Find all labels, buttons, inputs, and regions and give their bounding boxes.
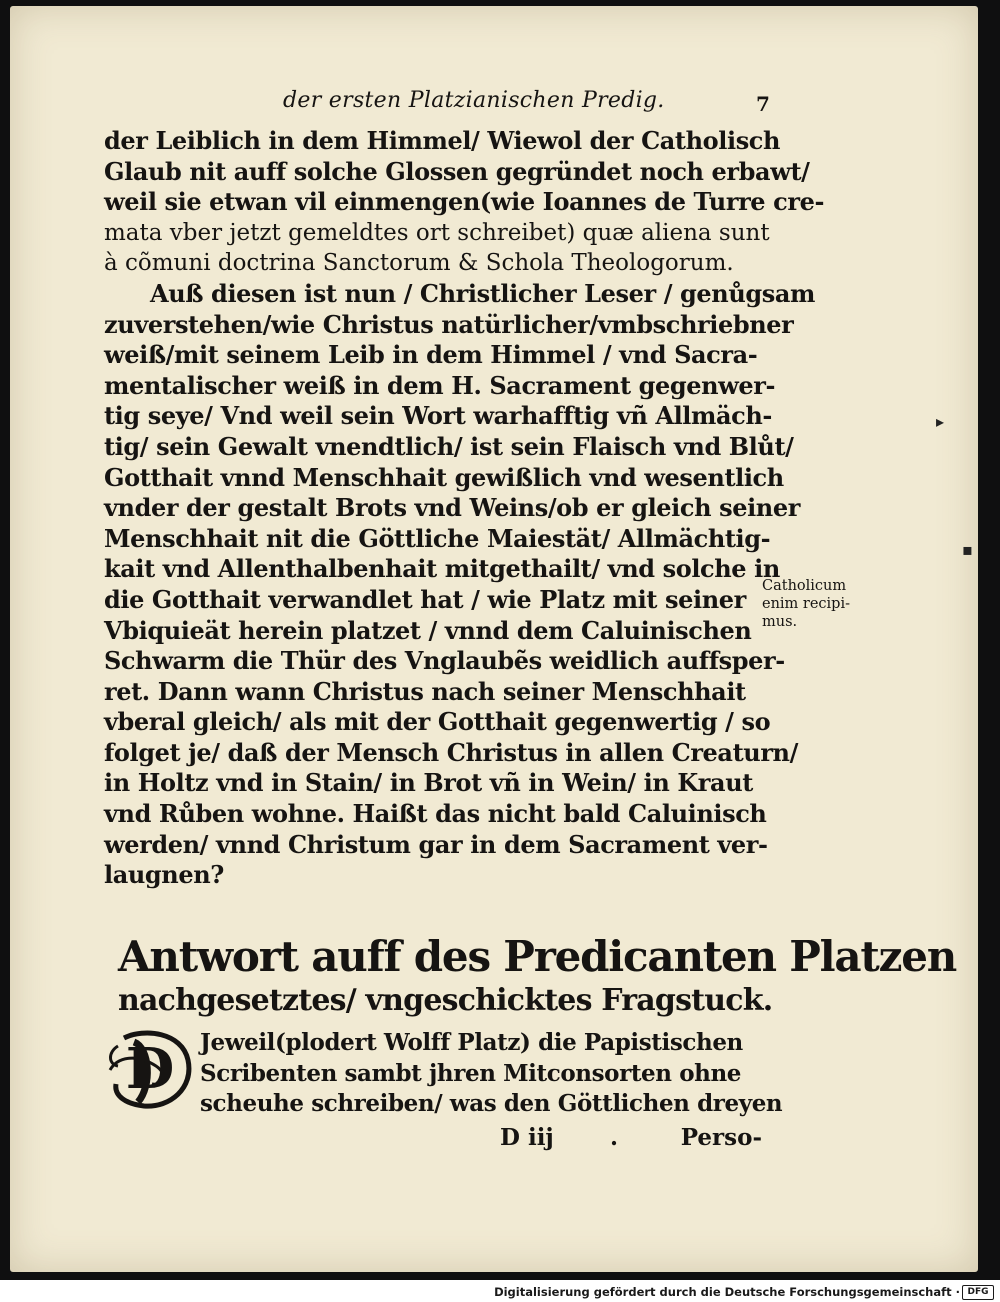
- signature-mark: D iij: [500, 1124, 554, 1151]
- text-line: vnder der gestalt Brots vnd Weins/ob er gleich seiner: [104, 493, 800, 523]
- text-line: Vbiquieät herein platzet / vnnd dem Caluinischen: [104, 615, 752, 645]
- text-line: Scribenten sambt jhren Mitconsorten ohne: [200, 1059, 742, 1087]
- section-heading: [118, 932, 957, 1020]
- section-heading-line: nachgesetztes/ vngeschicktes Fragstuck.: [118, 983, 773, 1018]
- footer-credit: Digitalisierung gefördert durch die Deutsche Forschungsgemeinschaft ·: [494, 1285, 960, 1299]
- dfg-logo-icon: DFG: [962, 1285, 994, 1300]
- margin-mark: ▸: [936, 412, 945, 431]
- text-line: zuverstehen/wie Christus natürlicher/vmbschriebner: [104, 309, 794, 339]
- margin-note: [762, 578, 882, 632]
- catchword: Perso-: [680, 1124, 762, 1151]
- text-line: weil sie etwan vil einmengen(wie Ioannes de Turre cre-: [104, 187, 825, 217]
- margin-mark: ▪: [962, 540, 973, 559]
- text-line: à cõmuni doctrina Sanctorum & Schola Theologorum.: [104, 250, 734, 277]
- running-headline: der ersten Platzianischen Predig.: [283, 88, 665, 113]
- text-line: Gotthait vnnd Menschhait gewißlich vnd wesentlich: [104, 462, 784, 492]
- text-line: ret. Dann wann Christus nach seiner Menschhait: [104, 676, 746, 706]
- text-line: der Leiblich in dem Himmel/ Wiewol der Catholisch: [104, 126, 781, 155]
- text-line: Glaub nit auff solche Glossen gegründet noch erbawt/: [104, 156, 810, 186]
- text-line: Schwarm die Thür des Vnglaubẽs weidlich auffsper-: [104, 646, 785, 676]
- page-number: 7: [756, 92, 770, 116]
- margin-note-line: Catholicum: [762, 578, 847, 594]
- text-line: Menschhait nit die Göttliche Maiestät/ Allmächtig-: [104, 523, 771, 553]
- text-line: Jeweil(plodert Wolff Platz) die Papistischen: [200, 1029, 743, 1056]
- text-line: Auß diesen ist nun / Christlicher Leser / genůgsam: [150, 278, 816, 308]
- text-line: werden/ vnnd Christum gar in dem Sacrament ver-: [104, 829, 768, 859]
- text-line: die Gotthait verwandlet hat / wie Platz mit seiner: [104, 584, 746, 614]
- text-line: scheuhe schreiben/ was den Göttlichen dreyen: [200, 1090, 783, 1118]
- decorated-initial-letter: [104, 1026, 196, 1112]
- text-line: laugnen?: [104, 860, 224, 890]
- initial-letter-glyph: D: [125, 1036, 175, 1102]
- margin-note-line: enim recipi-: [762, 596, 851, 612]
- text-line: folget je/ daß der Mensch Christus in allen Creaturn/: [104, 737, 798, 767]
- text-line: vberal gleich/ als mit der Gotthait gegenwertig / so: [104, 707, 771, 737]
- text-line: mata vber jetzt gemeldtes ort schreibet) quæ aliena sunt: [104, 219, 770, 246]
- text-line: tig/ sein Gewalt vnendtlich/ ist sein Flaisch vnd Blůt/: [104, 431, 794, 461]
- text-line: weiß/mit seinem Leib in dem Himmel / vnd Sacra-: [104, 340, 758, 370]
- digitization-footer: [0, 1282, 1000, 1302]
- section-heading-line: Antwort auff des Predicanten Platzen: [118, 932, 957, 981]
- text-line: vnd Růben wohne. Haißt das nicht bald Caluinisch: [104, 799, 767, 829]
- section-body-text: [200, 1028, 783, 1120]
- text-line: kait vnd Allenthalbenhait mitgethailt/ vnd solche in: [104, 554, 780, 584]
- margin-note-line: mus.: [762, 614, 798, 630]
- text-line: tig seye/ Vnd weil sein Wort warhafftig vñ Allmäch-: [104, 401, 772, 431]
- text-line: in Holtz vnd in Stain/ in Brot vñ in Wein/ in Kraut: [104, 768, 753, 798]
- text-line: mentalischer weiß in dem H. Sacrament gegenwer-: [104, 370, 776, 400]
- catchword-dot: .: [610, 1124, 619, 1151]
